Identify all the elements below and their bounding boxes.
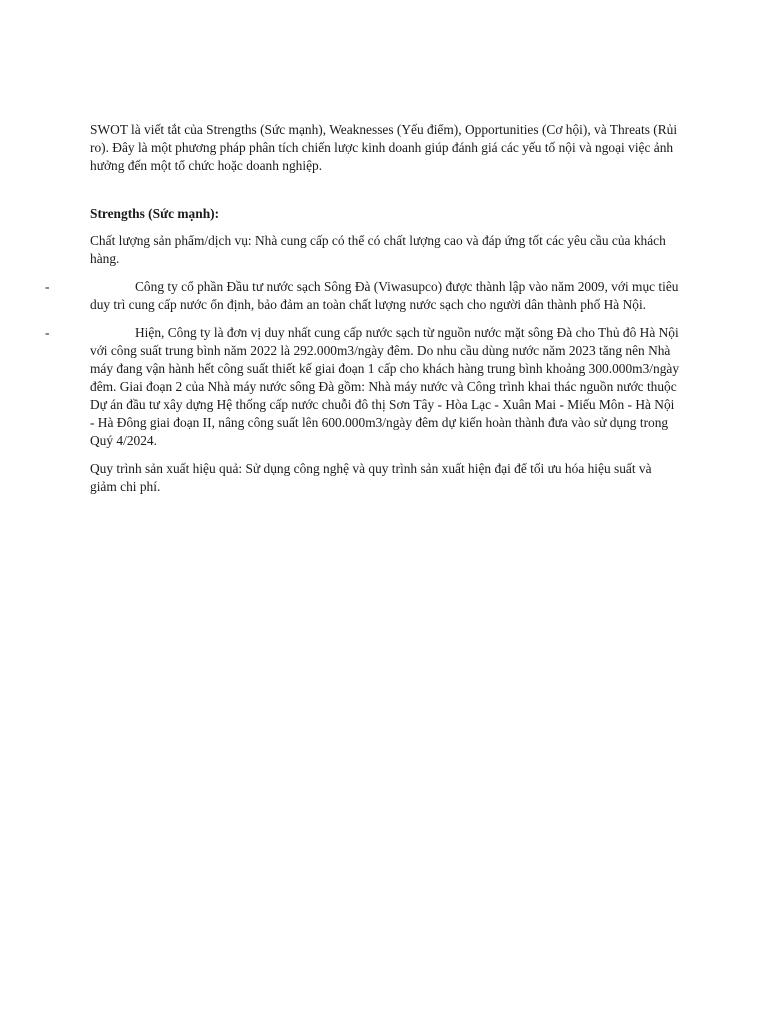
bullet-marker: -: [45, 279, 50, 294]
strengths-heading: Strengths (Sức mạnh):: [90, 206, 220, 221]
intro-paragraph: SWOT là viết tắt của Strengths (Sức mạnh), Weaknesses (Yếu điểm), Opportunities (Cơ hội), và Threats (Rủi ro). Đây là một phương pháp phân tích chiến lược kinh doanh giúp đánh giá các yếu tố nội và ngoại việc ảnh hưởng đến một tổ chức hoặc doanh nghiệp.: [90, 122, 678, 173]
bullet-marker: -: [45, 325, 50, 340]
quality-paragraph: Chất lượng sản phẩm/dịch vụ: Nhà cung cấp có thể có chất lượng cao và đáp ứng tốt các yêu cầu của khách hàng.: [90, 233, 666, 266]
process-paragraph: Quy trình sản xuất hiệu quả: Sử dụng công nghệ và quy trình sản xuất hiện đại để tối ưu hóa hiệu suất và giảm chi phí.: [90, 461, 652, 494]
bullet-text: Hiện, Công ty là đơn vị duy nhất cung cấp nước sạch từ nguồn nước mặt sông Đà cho Thủ đô Hà Nội với công suất trung bình năm 2022 là 292.000m3/ngày đêm. Do nhu cầu dùng nước năm 2023 tăng nên Nhà máy đang vận hành hết công suất thiết kế giai đoạn 1 cấp cho khách hàng trung bình khoảng 300.000m3/ngày đêm. Giai đoạn 2 của Nhà máy nước sông Đà gồm: Nhà máy nước và Công trình khai thác nguồn nước thuộc Dự án đầu tư xây dựng Hệ thống cấp nước chuỗi đô thị Sơn Tây - Hòa Lạc - Xuân Mai - Miếu Môn - Hà Nội - Hà Đông giai đoạn II, nâng công suất lên 600.000m3/ngày đêm dự kiến hoàn thành đưa vào sử dụng trong Quý 4/2024.: [90, 325, 680, 448]
bullet-text: Công ty cổ phần Đầu tư nước sạch Sông Đà (Viwasupco) được thành lập vào năm 2009, với mục tiêu duy trì cung cấp nước ổn định, bảo đảm an toàn chất lượng nước sạch cho người dân thành phố Hà Nội.: [90, 279, 679, 312]
bullet-item-1: [45, 278, 680, 314]
document-page: [45, 121, 680, 506]
bullet-item-2: [45, 324, 680, 450]
